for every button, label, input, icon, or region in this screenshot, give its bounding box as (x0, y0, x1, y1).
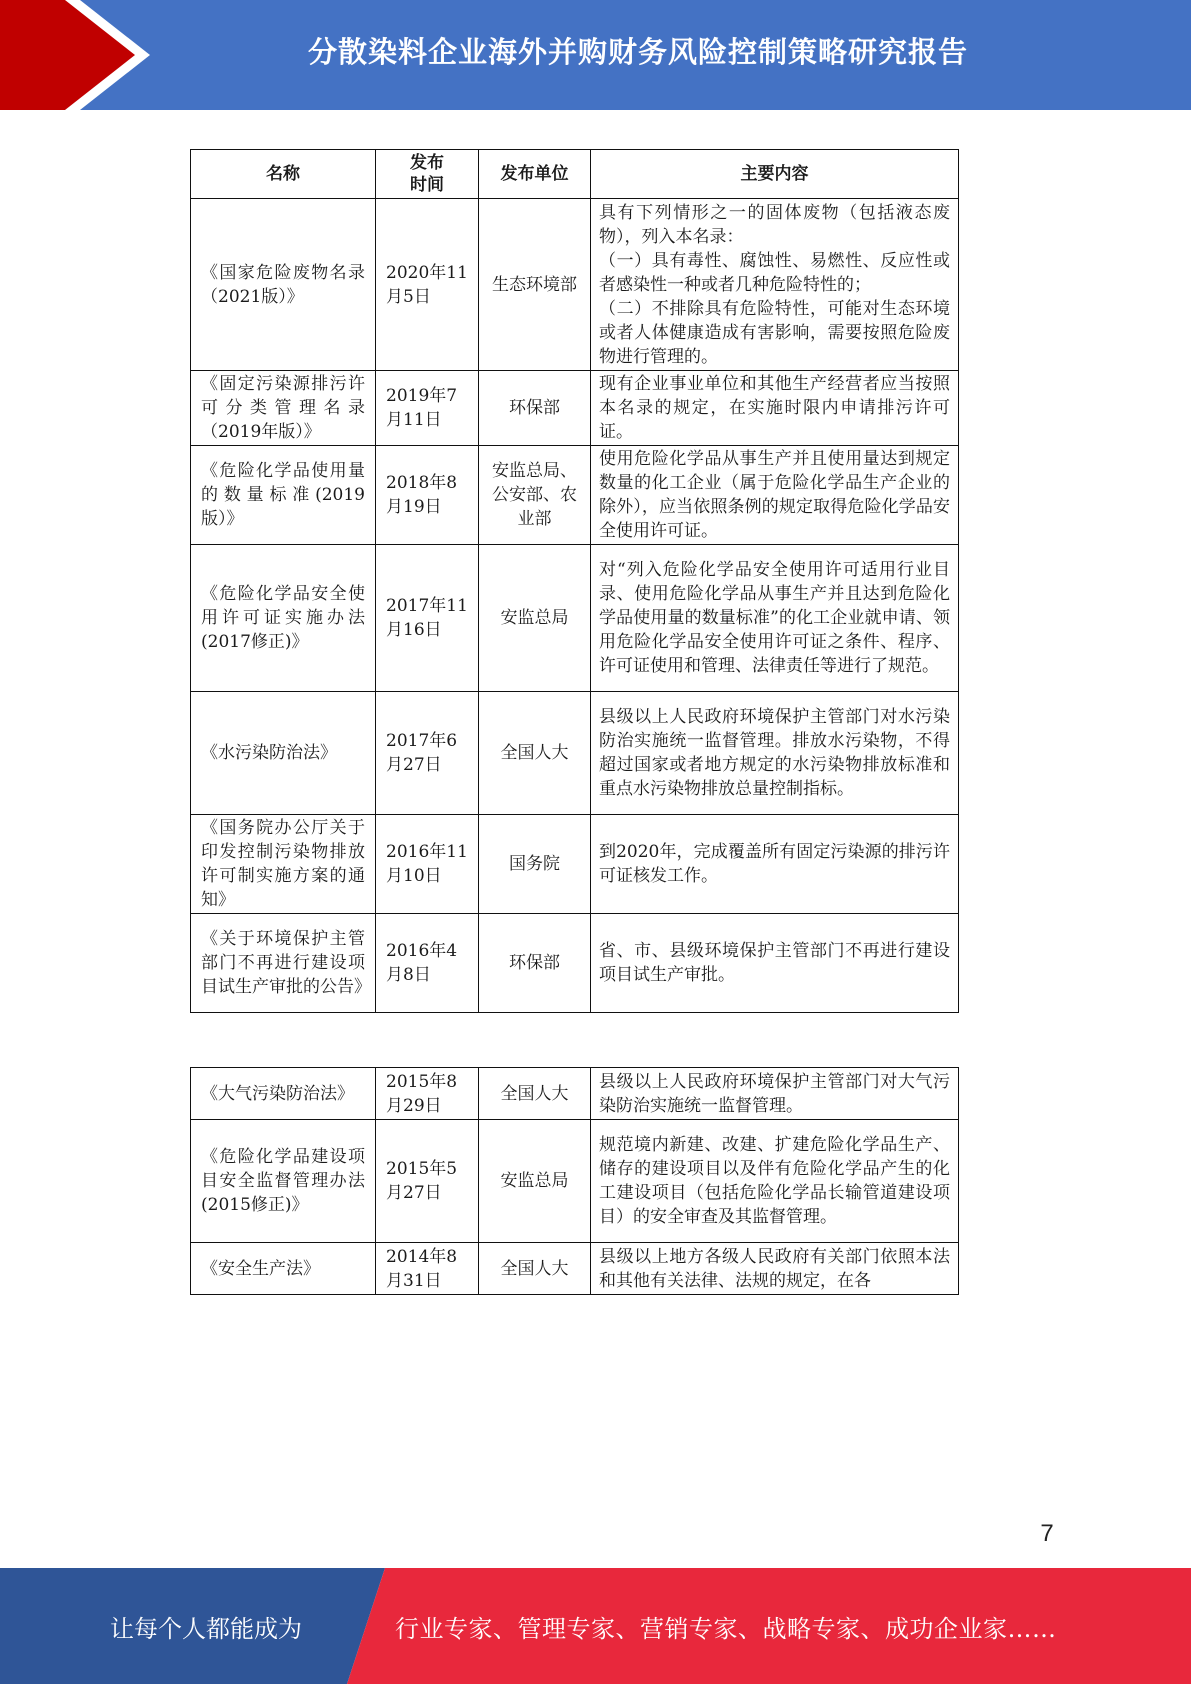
table-row (191, 199, 959, 371)
cell-name: 《大气污染防治法》 (191, 1068, 376, 1120)
footer-slogan-right: 行业专家、管理专家、营销专家、战略专家、成功企业家…… (395, 1614, 1057, 1643)
cell-content: 现有企业事业单位和其他生产经营者应当按照本名录的规定，在实施时限内申请排污许可证。 (591, 371, 959, 446)
table-row (191, 692, 959, 815)
cell-unit: 国务院 (479, 815, 591, 914)
table-body-part2 (191, 1068, 959, 1295)
table-row (191, 1120, 959, 1243)
cell-content: 具有下列情形之一的固体废物（包括液态废物），列入本名录： （一）具有毒性、腐蚀性、易燃性、反应性或者感染性一种或者几种危险特性的； （二）不排除具有危险特性，可能对生态环境或者人体健康造成有害影响，需要按照危险废物进行管理的。 (591, 199, 959, 371)
table-body-part1 (191, 199, 959, 1013)
page-number: 7 (1040, 1520, 1054, 1547)
cell-date: 2020年11月5日 (376, 199, 479, 371)
cell-content: 县级以上人民政府环境保护主管部门对水污染防治实施统一监督管理。排放水污染物，不得超过国家或者地方规定的水污染物排放标准和重点水污染物排放总量控制指标。 (591, 692, 959, 815)
table-row (191, 446, 959, 545)
cell-content: 规范境内新建、改建、扩建危险化学品生产、储存的建设项目以及伴有危险化学品产生的化工建设项目（包括危险化学品长输管道建设项目）的安全审查及其监督管理。 (591, 1120, 959, 1243)
cell-date: 2018年8月19日 (376, 446, 479, 545)
table-row (191, 914, 959, 1013)
column-header-name: 名称 (191, 150, 376, 199)
table-row (191, 545, 959, 692)
cell-content: 使用危险化学品从事生产并且使用量达到规定数量的化工企业（属于危险化学品生产企业的除外），应当依照条例的规定取得危险化学品安全使用许可证。 (591, 446, 959, 545)
cell-date: 2016年11月10日 (376, 815, 479, 914)
cell-content: 县级以上地方各级人民政府有关部门依照本法和其他有关法律、法规的规定，在各 (591, 1243, 959, 1295)
cell-name: 《国家危险废物名录（2021版）》 (191, 199, 376, 371)
cell-name: 《水污染防治法》 (191, 692, 376, 815)
cell-unit: 生态环境部 (479, 199, 591, 371)
regulations-table-part2 (190, 1067, 959, 1295)
table-row (191, 1243, 959, 1295)
cell-unit: 环保部 (479, 914, 591, 1013)
table-row (191, 1068, 959, 1120)
footer-bar (0, 1568, 1191, 1684)
table-row (191, 815, 959, 914)
cell-unit: 全国人大 (479, 1068, 591, 1120)
cell-name: 《国务院办公厅关于印发控制污染物排放许可制实施方案的通知》 (191, 815, 376, 914)
cell-content: 县级以上人民政府环境保护主管部门对大气污染防治实施统一监督管理。 (591, 1068, 959, 1120)
cell-date: 2019年7月11日 (376, 371, 479, 446)
cell-name: 《危险化学品安全使用许可证实施办法(2017修正)》 (191, 545, 376, 692)
header-chevron-icon (0, 0, 160, 110)
cell-unit: 全国人大 (479, 1243, 591, 1295)
regulations-table-part1 (190, 149, 959, 1013)
cell-unit: 环保部 (479, 371, 591, 446)
cell-date: 2016年4月8日 (376, 914, 479, 1013)
cell-unit: 安监总局 (479, 1120, 591, 1243)
document-title: 分散染料企业海外并购财务风险控制策略研究报告 (307, 34, 968, 69)
column-header-unit: 发布单位 (479, 150, 591, 199)
cell-date: 2017年11月16日 (376, 545, 479, 692)
cell-content: 对“列入危险化学品安全使用许可适用行业目录、使用危险化学品从事生产并且达到危险化学品使用量的数量标准”的化工企业就申请、领用危险化学品安全使用许可证之条件、程序、许可证使用和管理、法律责任等进行了规范。 (591, 545, 959, 692)
cell-content: 到2020年，完成覆盖所有固定污染源的排污许可证核发工作。 (591, 815, 959, 914)
cell-name: 《安全生产法》 (191, 1243, 376, 1295)
footer-slogan-left: 让每个人都能成为 (110, 1614, 302, 1643)
cell-content: 省、市、县级环境保护主管部门不再进行建设项目试生产审批。 (591, 914, 959, 1013)
cell-unit: 安监总局 (479, 545, 591, 692)
header-bar (0, 0, 1191, 110)
cell-date: 2015年5月27日 (376, 1120, 479, 1243)
cell-name: 《危险化学品建设项目安全监督管理办法(2015修正)》 (191, 1120, 376, 1243)
cell-unit: 全国人大 (479, 692, 591, 815)
cell-date: 2015年8月29日 (376, 1068, 479, 1120)
cell-unit: 安监总局、公安部、农业部 (479, 446, 591, 545)
table-header-row (191, 150, 959, 199)
column-header-date: 发布 时间 (376, 150, 479, 199)
table-row (191, 371, 959, 446)
cell-date: 2014年8月31日 (376, 1243, 479, 1295)
cell-date: 2017年6月27日 (376, 692, 479, 815)
column-header-content: 主要内容 (591, 150, 959, 199)
cell-name: 《危险化学品使用量的数量标准(2019版）》 (191, 446, 376, 545)
cell-name: 《关于环境保护主管部门不再进行建设项目试生产审批的公告》 (191, 914, 376, 1013)
cell-name: 《固定污染源排污许可分类管理名录（2019年版）》 (191, 371, 376, 446)
